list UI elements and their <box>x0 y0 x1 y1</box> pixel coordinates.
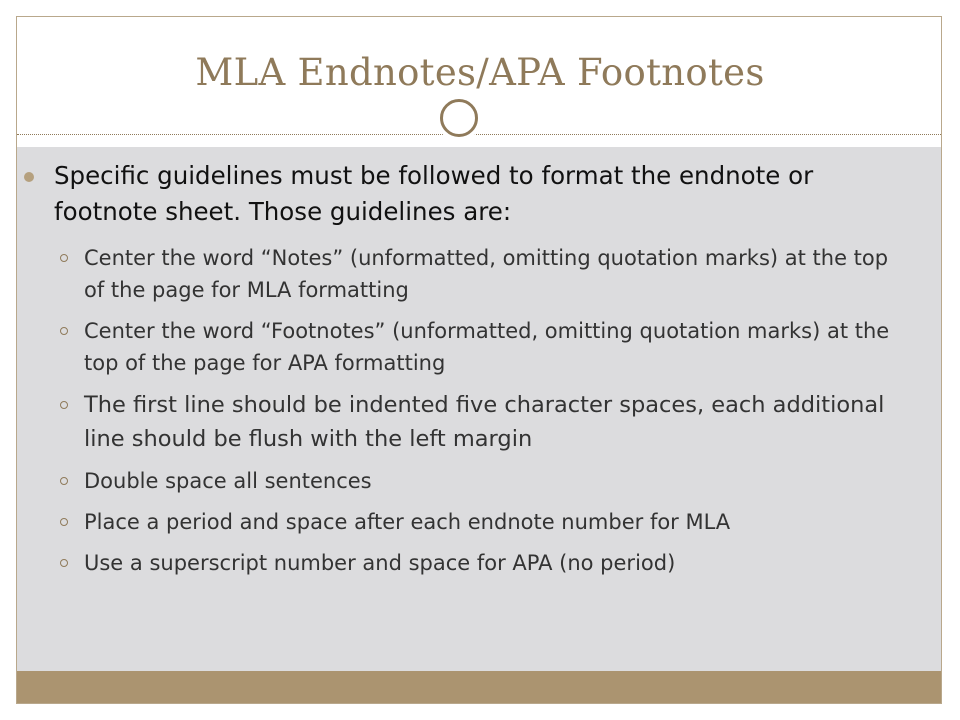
sub-bullet-list <box>54 242 900 579</box>
hollow-bullet-icon <box>60 518 68 526</box>
filled-bullet-icon <box>24 172 34 182</box>
footer-bar <box>17 671 942 703</box>
sub-bullet-item <box>54 315 900 379</box>
hollow-bullet-icon <box>60 327 68 335</box>
sub-bullet-text: Center the word “Notes” (unformatted, omitting quotation marks) at the top of the page for MLA formatting <box>84 246 889 302</box>
circle-ornament-icon <box>436 95 482 141</box>
hollow-bullet-icon <box>60 559 68 567</box>
hollow-bullet-icon <box>60 254 68 262</box>
main-bullet <box>20 158 900 230</box>
slide-title: MLA Endnotes/APA Footnotes <box>195 51 765 94</box>
main-bullet-text: Specific guidelines must be followed to format the endnote or footnote sheet. Those guidelines are: <box>54 161 814 226</box>
slide-content <box>20 158 900 588</box>
title-divider <box>17 134 942 135</box>
sub-bullet-item <box>54 388 900 456</box>
sub-bullet-item <box>54 506 900 538</box>
sub-bullet-text: Place a period and space after each endnote number for MLA <box>84 510 731 534</box>
sub-bullet-text: Use a superscript number and space for APA (no period) <box>84 551 676 575</box>
sub-bullet-item <box>54 465 900 497</box>
hollow-bullet-icon <box>60 401 68 409</box>
hollow-bullet-icon <box>60 477 68 485</box>
sub-bullet-item <box>54 242 900 306</box>
sub-bullet-text: The first line should be indented five character spaces, each additional line should be flush with the left margin <box>84 392 885 452</box>
sub-bullet-item <box>54 547 900 579</box>
ornament-ring <box>440 99 478 137</box>
sub-bullet-text: Center the word “Footnotes” (unformatted, omitting quotation marks) at the top of the page for APA formatting <box>84 319 890 375</box>
sub-bullet-text: Double space all sentences <box>84 469 372 493</box>
